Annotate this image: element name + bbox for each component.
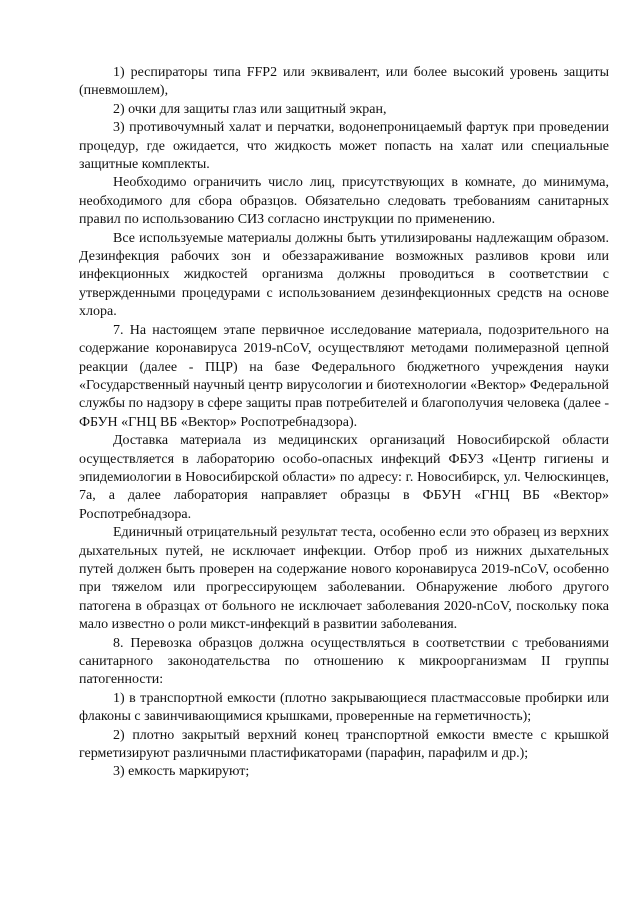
paragraph-item-7-pcr: 7. На настоящем этапе первичное исследование материала, подозрительного на содержание коронавируса 2019-nCoV, осуществляют методами полимеразной цепной реакции (далее - ПЦР) на базе Федерального бюджетного учреждения науки «Государственный научный центр вирусологии и биотехнологии «Вектор» Федеральной службы по надзору в сфере защиты прав потребителей и благополучия человека (далее - ФБУН «ГНЦ ВБ «Вектор» Роспотребнадзора). <box>79 322 609 430</box>
paragraph-transport-container: 1) в транспортной емкости (плотно закрывающиеся пластмассовые пробирки или флаконы с завинчивающимися крышками, проверенные на герметичность); <box>79 690 609 725</box>
paragraph-ppe-respirators: 1) респираторы типа FFP2 или эквивалент, или более высокий уровень защиты (пневмошлем), <box>79 65 609 99</box>
paragraph-ppe-goggles: 2) очки для защиты глаз или защитный экран, <box>113 101 387 117</box>
paragraph-label-container: 3) емкость маркируют; <box>113 764 250 780</box>
paragraph-delivery: Доставка материала из медицинских организаций Новосибирской области осуществляется в лабораторию особо-опасных инфекций ФБУЗ «Центр гигиены и эпидемиологии в Новосибирской области» по адресу: г. Новосибирск, ул. Челюскинцев, 7а, а далее лаборатория направляет образцы в ФБУН «ГНЦ ВБ «Вектор» Роспотребнадзора. <box>79 433 609 522</box>
paragraph-limit-persons: Необходимо ограничить число лиц, присутствующих в комнате, до минимума, необходимого для сбора образцов. Обязательно следовать требованиям санитарных правил по использованию СИЗ согласно инструкции по применению. <box>79 175 609 228</box>
paragraph-item-8-transport: 8. Перевозка образцов должна осуществляться в соответствии с требованиями санитарного законодательства по отношению к микроорганизмам II группы патогенности: <box>79 635 609 688</box>
paragraph-disposal: Все используемые материалы должны быть утилизированы надлежащим образом. Дезинфекция рабочих зон и обеззараживание возможных разливов крови или инфекционных жидкостей организма должны проводиться в соответствии с утвержденными процедурами с использованием дезинфекционных средств на основе хлора. <box>79 230 609 320</box>
paragraph-seal-container: 2) плотно закрытый верхний конец транспортной емкости вместе с крышкой герметизируют различными пластификаторами (парафин, парафилм и др.); <box>79 727 609 762</box>
paragraph-negative-result: Единичный отрицательный результат теста, особенно если это образец из верхних дыхательных путей, не исключает инфекции. Отбор проб из нижних дыхательных путей должен быть проверен на содержание нового коронавируса 2019-nCoV, особенно при тяжелом или прогрессирующем заболевании. Обнаружение любого другого патогена в образцах от больного не исключает заболевания 2020-nCoV, поскольку пока мало известно о роли микст-инфекций в развитии заболевания. <box>79 525 609 633</box>
paragraph-ppe-gown: 3) противочумный халат и перчатки, водонепроницаемый фартук при проведении процедур, где ожидается, что жидкость может попасть на халат или специальные защитные комплекты. <box>79 120 609 173</box>
document-page <box>79 64 609 782</box>
